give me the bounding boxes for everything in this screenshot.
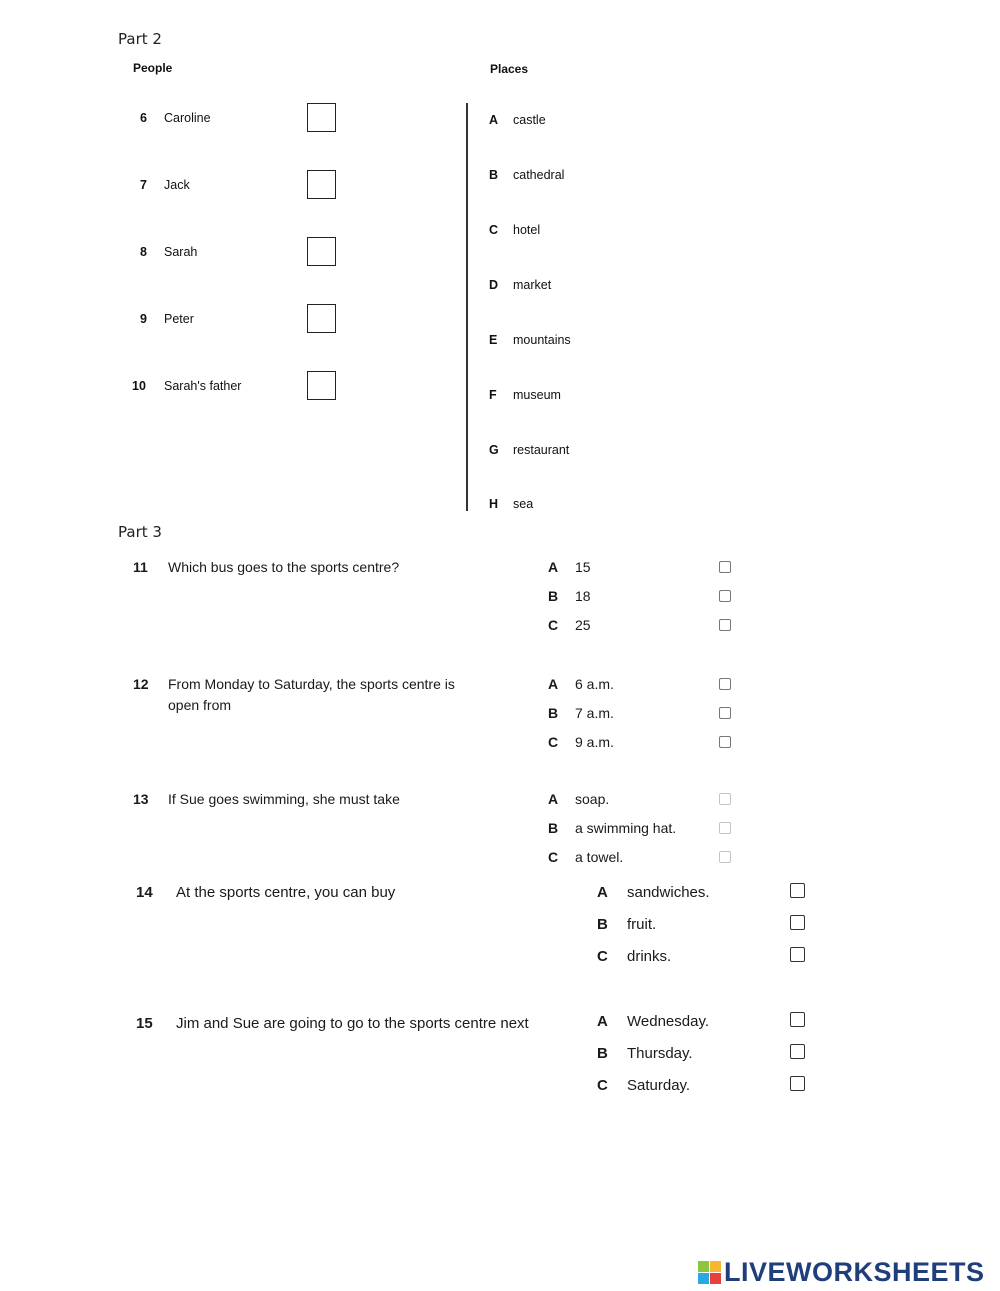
option-letter: B <box>597 1045 608 1062</box>
option-checkbox[interactable] <box>719 851 731 863</box>
place-letter: H <box>489 497 499 511</box>
option-text: Saturday. <box>627 1077 691 1094</box>
option-letter: C <box>548 734 559 750</box>
question-number: 13 <box>133 791 149 807</box>
logo-tile-icon <box>698 1261 709 1272</box>
person-number: 7 <box>140 178 147 192</box>
place-letter: D <box>489 278 499 292</box>
option-letter: B <box>548 588 559 604</box>
answer-box[interactable] <box>307 371 336 400</box>
option-text: Wednesday. <box>627 1013 709 1030</box>
option-checkbox[interactable] <box>790 1044 805 1059</box>
liveworksheets-logo <box>698 1257 985 1288</box>
question-number: 14 <box>136 884 153 901</box>
option-text: 7 a.m. <box>575 705 614 721</box>
column-divider <box>466 103 468 511</box>
option-letter: A <box>548 559 559 575</box>
person-name: Jack <box>164 178 190 192</box>
option-text: drinks. <box>627 948 672 965</box>
question-text: From Monday to Saturday, the sports centre is open from <box>168 676 455 713</box>
person-name: Peter <box>164 312 194 326</box>
answer-box[interactable] <box>307 304 336 333</box>
option-checkbox[interactable] <box>719 707 731 719</box>
option-text: a swimming hat. <box>575 820 677 836</box>
option-letter: B <box>597 916 608 933</box>
answer-box[interactable] <box>307 170 336 199</box>
question-text: Which bus goes to the sports centre? <box>168 559 400 575</box>
people-header: People <box>133 61 173 75</box>
option-checkbox[interactable] <box>790 1012 805 1027</box>
person-name: Sarah's father <box>164 379 242 393</box>
part2-title: Part 2 <box>118 30 162 48</box>
logo-tiles-icon <box>698 1261 721 1284</box>
person-number: 9 <box>140 312 147 326</box>
option-letter: A <box>548 676 559 692</box>
place-letter: E <box>489 333 498 347</box>
option-letter: B <box>548 820 559 836</box>
logo-tile-icon <box>710 1261 721 1272</box>
person-number: 8 <box>140 245 147 259</box>
question-text: If Sue goes swimming, she must take <box>168 791 400 807</box>
option-text: sandwiches. <box>627 884 710 901</box>
person-number: 6 <box>140 111 147 125</box>
logo-text: LIVEWORKSHEETS <box>724 1257 985 1287</box>
place-letter: B <box>489 168 499 182</box>
question-text: At the sports centre, you can buy <box>176 884 396 901</box>
option-text: 15 <box>575 559 591 575</box>
option-text: 9 a.m. <box>575 734 614 750</box>
option-letter: A <box>548 791 559 807</box>
option-checkbox[interactable] <box>719 590 731 602</box>
part3-title: Part 3 <box>118 523 162 541</box>
logo-tile-icon <box>698 1273 709 1284</box>
question-number: 15 <box>136 1015 153 1032</box>
option-letter: C <box>548 617 559 633</box>
person-name: Caroline <box>164 111 211 125</box>
option-letter: C <box>597 948 608 965</box>
option-text: 25 <box>575 617 591 633</box>
place-name: restaurant <box>513 443 570 457</box>
option-letter: B <box>548 705 559 721</box>
option-letter: A <box>597 1013 608 1030</box>
place-name: market <box>513 278 552 292</box>
option-letter: C <box>597 1077 608 1094</box>
option-checkbox[interactable] <box>719 678 731 690</box>
answer-box[interactable] <box>307 103 336 132</box>
option-checkbox[interactable] <box>719 619 731 631</box>
option-checkbox[interactable] <box>719 561 731 573</box>
option-text: Thursday. <box>627 1045 693 1062</box>
option-letter: C <box>548 849 559 865</box>
question-text: Jim and Sue are going to go to the sports centre next <box>176 1015 529 1032</box>
place-letter: C <box>489 223 499 237</box>
places-header: Places <box>490 62 529 76</box>
option-checkbox[interactable] <box>790 883 805 898</box>
answer-box[interactable] <box>307 237 336 266</box>
option-checkbox[interactable] <box>719 793 731 805</box>
place-name: cathedral <box>513 168 565 182</box>
option-checkbox[interactable] <box>790 915 805 930</box>
person-name: Sarah <box>164 245 198 259</box>
question-number: 12 <box>133 676 149 692</box>
place-name: hotel <box>513 223 541 237</box>
option-checkbox[interactable] <box>790 1076 805 1091</box>
place-name: mountains <box>513 333 571 347</box>
option-checkbox[interactable] <box>719 822 731 834</box>
option-text: 18 <box>575 588 591 604</box>
place-name: sea <box>513 497 534 511</box>
option-text: 6 a.m. <box>575 676 614 692</box>
option-checkbox[interactable] <box>719 736 731 748</box>
place-letter: A <box>489 113 499 127</box>
place-name: castle <box>513 113 546 127</box>
logo-tile-icon <box>710 1273 721 1284</box>
option-letter: A <box>597 884 608 901</box>
question-number: 11 <box>133 559 148 575</box>
place-letter: G <box>489 443 499 457</box>
option-checkbox[interactable] <box>790 947 805 962</box>
place-name: museum <box>513 388 561 402</box>
option-text: soap. <box>575 791 610 807</box>
option-text: a towel. <box>575 849 624 865</box>
option-text: fruit. <box>627 916 657 933</box>
person-number: 10 <box>132 379 146 393</box>
place-letter: F <box>489 388 497 402</box>
